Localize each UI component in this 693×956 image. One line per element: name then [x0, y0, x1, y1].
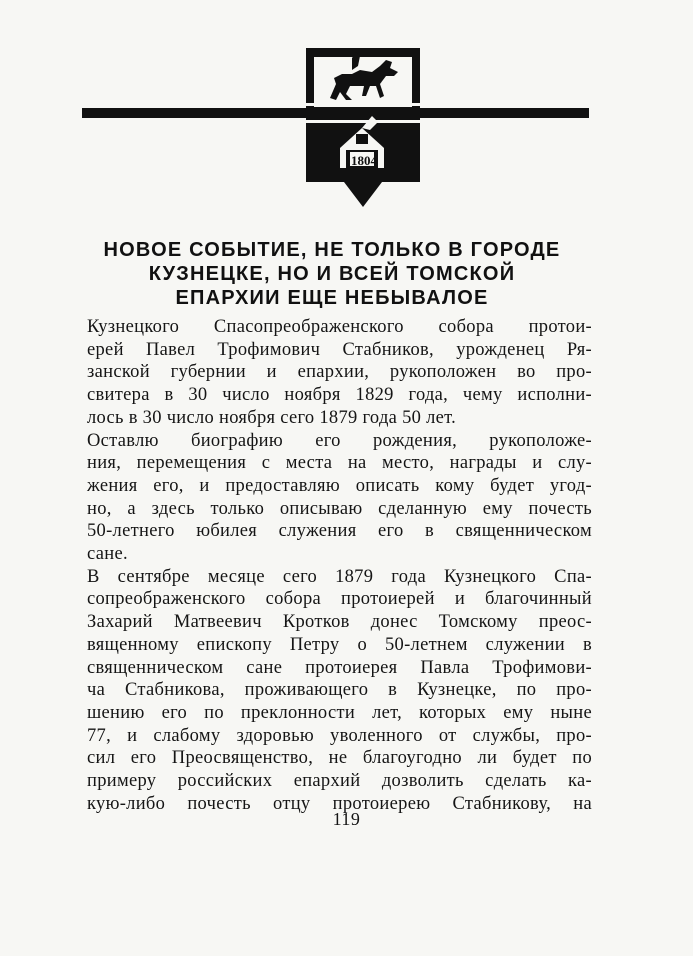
- title-line: КУЗНЕЦКЕ, НО И ВСЕЙ ТОМСКОЙ: [148, 263, 516, 285]
- page-number: 119: [332, 809, 361, 829]
- svg-text:1804: 1804: [351, 153, 377, 168]
- text-line: Захарий Матвеевич Кротков донес Томскому преос-: [87, 612, 592, 633]
- text-line: свитера в 30 число ноября 1829 года, чему исполни-: [87, 385, 592, 406]
- text-line: сил его Преосвященство, не благоугодно ли будет по: [87, 748, 592, 769]
- text-line: сопреображенского собора протоиерей и благочинный: [87, 589, 592, 610]
- text-line: В сентябре месяце сего 1879 года Кузнецкого Спа-: [87, 566, 592, 587]
- text-line: Оставлю биографию его рождения, рукоположе-: [87, 430, 592, 451]
- text-line: шению его по преклонности лет, которых ему ныне: [87, 702, 592, 723]
- text-line: примеру российских епархий дозволить сделать ка-: [87, 771, 592, 792]
- text-line: 77, и слабому здоровью уволенного от службы, про-: [87, 725, 592, 746]
- title-line: НОВОЕ СОБЫТИЕ, НЕ ТОЛЬКО В ГОРОДЕ: [103, 239, 561, 261]
- text-line: ча Стабникова, проживающего в Кузнецке, по про-: [87, 680, 592, 701]
- text-line: кую-либо почесть отцу протоиерею Стабникову, на: [87, 793, 592, 814]
- text-line: вященному епископу Петру о 50-летнем служении в: [87, 634, 592, 655]
- text-line: лось в 30 число ноября сего 1879 года 50 лет.: [87, 407, 457, 428]
- text-line: 50-летнего юбилея служения его в священническом: [87, 521, 592, 542]
- tomsk-coat-of-arms-icon: [0, 0, 693, 230]
- text-line: но, а здесь только описываю сделанную ему почесть: [87, 498, 592, 519]
- text-line: занской губернии и епархии, рукоположен во про-: [87, 362, 592, 383]
- chapter-title: [82, 238, 582, 310]
- title-line: ЕПАРХИИ ЕЩЕ НЕБЫВАЛОЕ: [175, 287, 489, 309]
- text-line: ния, перемещения с места на место, награды и слу-: [87, 453, 592, 474]
- body-text: [87, 316, 592, 815]
- text-line: Кузнецкого Спасопреображенского собора протои-: [87, 317, 592, 337]
- text-line: священническом сане протоиерея Павла Трофимови-: [87, 657, 592, 678]
- text-line: ерей Павел Трофимович Стабников, урожденец Ря-: [87, 339, 592, 360]
- text-line: жения его, и предоставляю описать кому будет угод-: [87, 475, 592, 496]
- page-header-emblem: [0, 0, 693, 230]
- text-line: сане.: [87, 544, 128, 565]
